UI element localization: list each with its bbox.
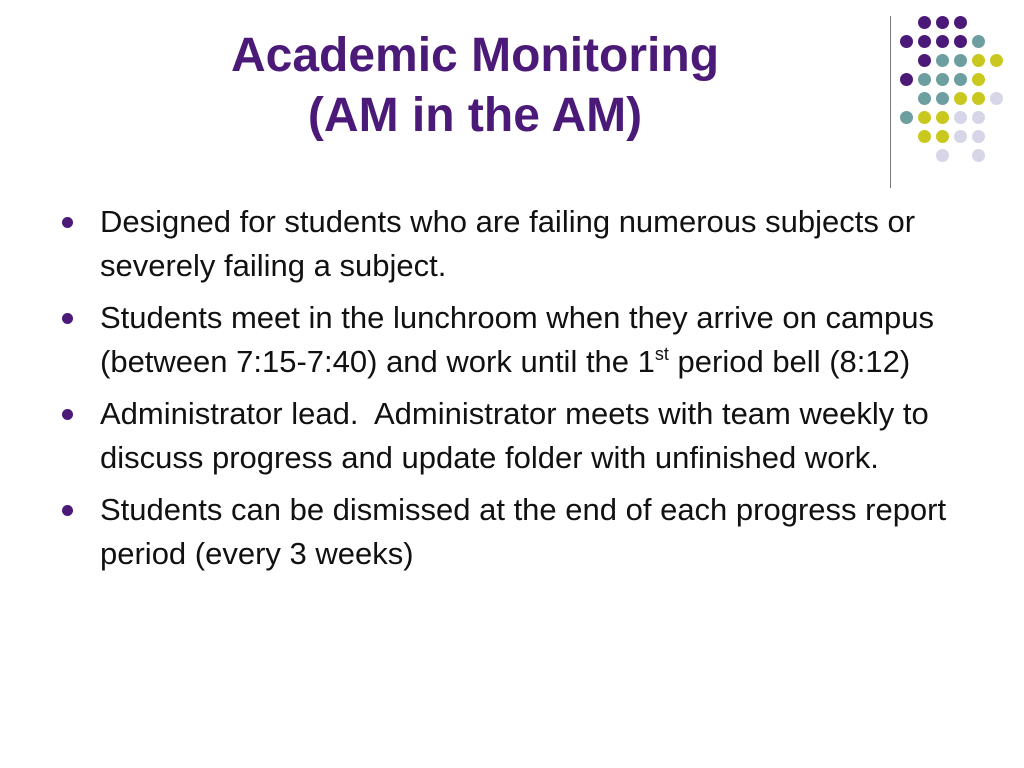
dot-purple (918, 35, 931, 48)
dot-lavender (936, 149, 949, 162)
dot-lime (972, 73, 985, 86)
bullet-text: Students can be dismissed at the end of each progress report period (every 3 weeks) (100, 492, 947, 571)
dot-teal (936, 92, 949, 105)
bullet-dot-icon (62, 217, 73, 228)
dot-teal (900, 111, 913, 124)
dot-lime (936, 111, 949, 124)
dot-purple (900, 35, 913, 48)
dot-purple (918, 54, 931, 67)
slide-title-line-2: (AM in the AM) (307, 89, 643, 142)
bullet-item (62, 296, 982, 384)
dot-lime (972, 54, 985, 67)
slide-title-line-1: Academic Monitoring (230, 29, 720, 82)
dot-teal (936, 73, 949, 86)
dot-teal (918, 73, 931, 86)
dot-purple (954, 16, 967, 29)
bullet-superscript: st (654, 344, 669, 364)
dot-lime (936, 130, 949, 143)
dot-purple (900, 73, 913, 86)
dot-lime (918, 130, 931, 143)
bullet-dot-icon (62, 409, 73, 420)
dot-lavender (954, 130, 967, 143)
dot-lavender (972, 130, 985, 143)
bullet-list (62, 200, 982, 584)
bullet-text: Designed for students who are failing numerous subjects or severely failing a subject. (100, 204, 916, 283)
dot-teal (954, 73, 967, 86)
dot-lime (954, 92, 967, 105)
bullet-text-continued: period bell (8:12) (668, 344, 911, 379)
bullet-dot-icon (62, 505, 73, 516)
dot-lavender (972, 149, 985, 162)
dot-lime (990, 54, 1003, 67)
dot-lime (918, 111, 931, 124)
dot-lime (972, 92, 985, 105)
dot-purple (936, 35, 949, 48)
dot-lavender (972, 111, 985, 124)
bullet-item (62, 488, 982, 576)
bullet-item (62, 392, 982, 480)
bullet-item (62, 200, 982, 288)
dot-purple (936, 16, 949, 29)
dot-teal (918, 92, 931, 105)
dot-lavender (954, 111, 967, 124)
bullet-text: Administrator lead. Administrator meets with team weekly to discuss progress and update folder with unfinished work. (100, 396, 938, 475)
title-divider (890, 16, 891, 188)
bullet-dot-icon (62, 313, 73, 324)
dot-teal (936, 54, 949, 67)
dot-purple (918, 16, 931, 29)
dot-teal (972, 35, 985, 48)
dot-purple (954, 35, 967, 48)
bullet-text: Students meet in the lunchroom when they arrive on campus (between 7:15-7:40) and work until the 1 (100, 300, 935, 379)
dot-teal (954, 54, 967, 67)
slide-title (120, 26, 830, 146)
dot-lavender (990, 92, 1003, 105)
